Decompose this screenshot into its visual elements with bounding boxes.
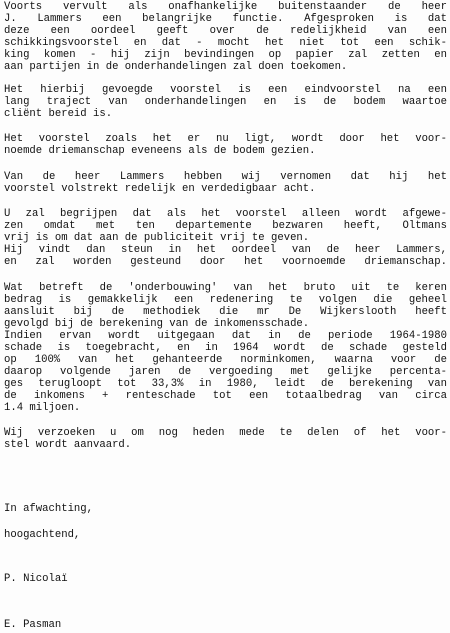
letter-line: schade is toegebracht, en in 1964 wordt de schade gesteld — [4, 342, 447, 354]
letter-line: U zal begrijpen dat als het voorstel alleen wordt afgewe- — [4, 208, 447, 220]
closing-line: In afwachting, — [4, 503, 94, 515]
letter-line: 1.4 miljoen. — [4, 402, 81, 414]
letter-line: Van de heer Lammers hebben wij vernomen dat hij het — [4, 171, 447, 183]
letter-line: king komen - hij zijn bevindingen op papier zal zetten en — [4, 49, 447, 61]
letter-line: Voorts vervult als onafhankelijke buitenstaander de heer — [4, 1, 447, 13]
letter-line: aan partijen in de onderhandelingen zal doen toekomen. — [4, 61, 348, 73]
letter-line: de inkomens + renteschade tot een totaalbedrag van circa — [4, 390, 447, 402]
letter-line: daarop volgende jaren de vergoeding met gelijke percenta- — [4, 366, 447, 378]
letter-line: Wij verzoeken u om nog heden mede te delen of het voor- — [4, 427, 447, 439]
signatory-name: P. Nicolaï — [4, 573, 68, 585]
letter-line: schikkingsvoorstel en dat - mocht het niet tot een schik- — [4, 37, 447, 49]
letter-line: stel wordt aanvaard. — [4, 439, 132, 451]
letter-line: op 100% van het gehanteerde norminkomen, waarna voor de — [4, 354, 447, 366]
letter-line: vrij is om dat aan de publiciteit vrij te geven. — [4, 232, 310, 244]
signatory-name: E. Pasman — [4, 619, 62, 631]
letter-line: cliënt bereid is. — [4, 108, 113, 120]
letter-line: Indien ervan wordt uitgegaan dat in de periode 1964-1980 — [4, 330, 447, 342]
letter-line: ges terugloopt tot 33,3% in 1980, leidt de berekening van — [4, 378, 447, 390]
letter-line: voorstel volstrekt redelijk en verdedigbaar acht. — [4, 183, 316, 195]
letter-line: Het voorstel zoals het er nu ligt, wordt door het voor- — [4, 133, 447, 145]
letter-line: gevolgd bij de berekening van de inkomensschade. — [4, 318, 310, 330]
salutation-line: hoogachtend, — [4, 529, 81, 541]
letter-line: Hij vindt dan steun in het oordeel van de heer Lammers, — [4, 244, 447, 256]
letter-line: J. Lammers een belangrijke functie. Afgesproken is dat — [4, 13, 447, 25]
letter-line: aansluit bij de methodiek die mr De Wijkerslooth heeft — [4, 306, 447, 318]
letter-line: Het hierbij gevoegde voorstel is een eindvoorstel na een — [4, 84, 447, 96]
letter-line: lang traject van onderhandelingen en is de bodem waartoe — [4, 96, 447, 108]
letter-line: Wat betreft de 'onderbouwing' van het bruto uit te keren — [4, 282, 447, 294]
letter-line: noemde driemanschap eveneens als de bodem gezien. — [4, 145, 316, 157]
letter-line: zen omdat met ten departemente bezwaren heeft, Oltmans — [4, 220, 447, 232]
letter-line: en zal worden gesteund door het voornoemde driemanschap. — [4, 256, 447, 268]
letter-line: bedrag is gemakkelijk een redenering te volgen die geheel — [4, 294, 447, 306]
letter-line: deze een oordeel geeft over de redelijkheid van een — [4, 25, 447, 37]
